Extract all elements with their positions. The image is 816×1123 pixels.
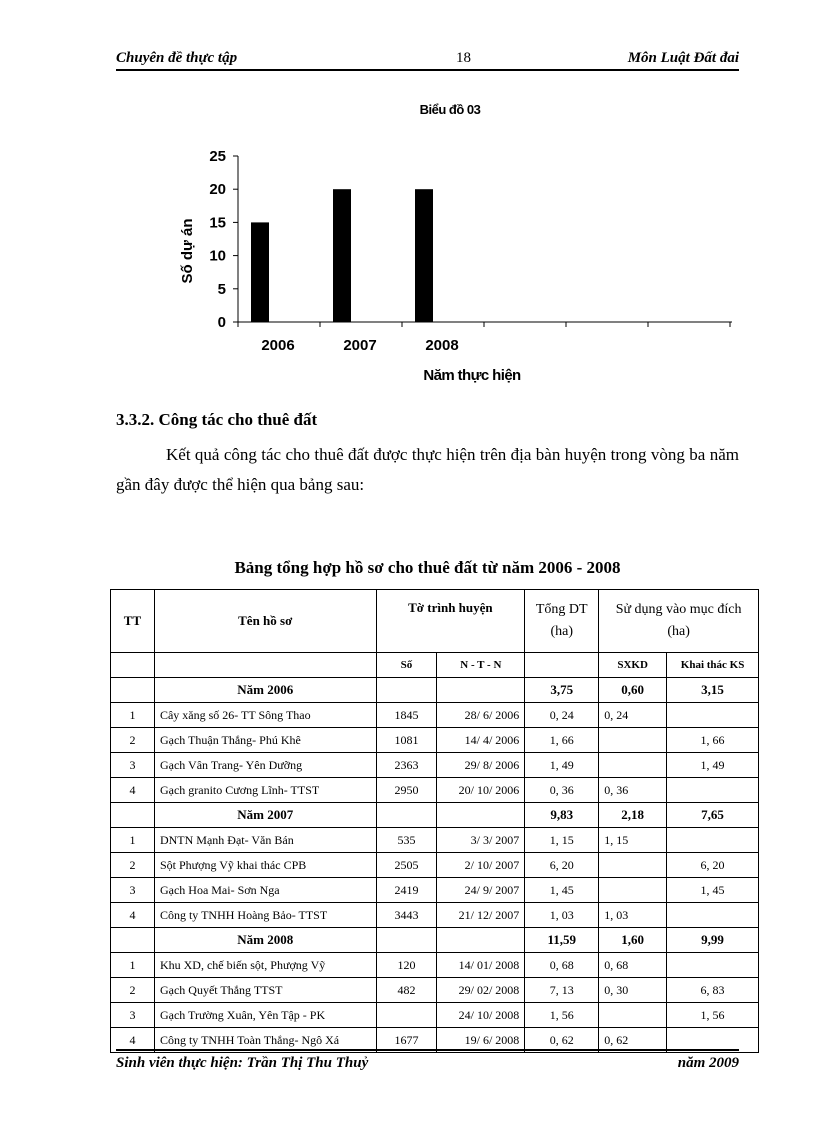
row-name: Gạch Trường Xuân, Yên Tập - PK: [154, 1003, 376, 1028]
land-lease-table: [110, 589, 759, 1053]
footer-divider: [116, 1049, 739, 1051]
row-ks: [667, 903, 759, 928]
row-tt: 1: [111, 703, 155, 728]
row-so: 2505: [376, 853, 437, 878]
row-so: 535: [376, 828, 437, 853]
row-date: 29/ 8/ 2006: [437, 753, 525, 778]
row-sxkd: 0, 30: [599, 978, 667, 1003]
footer-author: Sinh viên thực hiện: Trần Thị Thu Thuỷ: [116, 1055, 369, 1071]
row-tt: 2: [111, 978, 155, 1003]
y-tick-label: 25: [209, 148, 226, 165]
row-date: 19/ 6/ 2008: [437, 1028, 525, 1053]
header-tong-dt: Tổng DT (ha): [525, 590, 599, 653]
row-dt: 0, 62: [525, 1028, 599, 1053]
y-axis-title: Số dự án: [179, 218, 196, 284]
header-empty: [111, 653, 155, 678]
empty-cell: [376, 803, 437, 828]
chart-title: Biểu đồ 03: [419, 102, 481, 117]
empty-cell: [111, 678, 155, 703]
row-tt: 1: [111, 953, 155, 978]
row-so: 482: [376, 978, 437, 1003]
row-so: 120: [376, 953, 437, 978]
header-tt: TT: [111, 590, 155, 653]
group-total: 9,83: [525, 803, 599, 828]
row-date: 20/ 10/ 2006: [437, 778, 525, 803]
group-total: 11,59: [525, 928, 599, 953]
row-tt: 3: [111, 753, 155, 778]
bar: [251, 222, 269, 322]
table-row: [111, 853, 759, 878]
table-row: [111, 878, 759, 903]
header-right: Môn Luật Đất đai: [627, 50, 739, 66]
row-so: 3443: [376, 903, 437, 928]
row-name: Khu XD, chế biến sột, Phượng Vỹ: [154, 953, 376, 978]
table-row: [111, 828, 759, 853]
section-heading: 3.3.2. Công tác cho thuê đất: [116, 410, 318, 429]
row-dt: 0, 24: [525, 703, 599, 728]
group-total: 3,75: [525, 678, 599, 703]
table-row: [111, 978, 759, 1003]
table-row: [111, 778, 759, 803]
row-so: 1081: [376, 728, 437, 753]
row-name: Gạch Hoa Mai- Sơn Nga: [154, 878, 376, 903]
row-date: 14/ 4/ 2006: [437, 728, 525, 753]
group-sxkd: 0,60: [599, 678, 667, 703]
row-ks: [667, 953, 759, 978]
row-date: 3/ 3/ 2007: [437, 828, 525, 853]
page-header: [116, 48, 739, 70]
row-name: DNTN Mạnh Đạt- Văn Bán: [154, 828, 376, 853]
row-tt: 4: [111, 903, 155, 928]
table-row: [111, 703, 759, 728]
row-sxkd: 0, 62: [599, 1028, 667, 1053]
row-dt: 1, 15: [525, 828, 599, 853]
table-row: [111, 903, 759, 928]
row-ks: 6, 20: [667, 853, 759, 878]
header-empty: [154, 653, 376, 678]
row-name: Gạch Thuận Thắng- Phú Khê: [154, 728, 376, 753]
row-so: [376, 1003, 437, 1028]
row-tt: 4: [111, 1028, 155, 1053]
header-divider: [116, 69, 739, 71]
row-ks: [667, 703, 759, 728]
empty-cell: [376, 678, 437, 703]
row-date: 14/ 01/ 2008: [437, 953, 525, 978]
row-sxkd: 0, 36: [599, 778, 667, 803]
header-sxkd: SXKD: [599, 653, 667, 678]
bar: [415, 189, 433, 322]
row-sxkd: 1, 15: [599, 828, 667, 853]
row-ks: [667, 828, 759, 853]
row-so: 1677: [376, 1028, 437, 1053]
bar-chart: [160, 140, 750, 390]
empty-cell: [376, 928, 437, 953]
row-sxkd: [599, 853, 667, 878]
row-date: 24/ 10/ 2008: [437, 1003, 525, 1028]
header-ntn: N - T - N: [437, 653, 525, 678]
row-ks: [667, 778, 759, 803]
year-group-row: [111, 803, 759, 828]
row-tt: 2: [111, 853, 155, 878]
row-date: 21/ 12/ 2007: [437, 903, 525, 928]
row-dt: 6, 20: [525, 853, 599, 878]
table-title: Bảng tổng hợp hồ sơ cho thuê đất từ năm 2006 - 2008: [234, 558, 621, 577]
row-ks: 1, 66: [667, 728, 759, 753]
group-year: Năm 2008: [154, 928, 376, 953]
empty-cell: [437, 803, 525, 828]
row-dt: 0, 68: [525, 953, 599, 978]
row-dt: 0, 36: [525, 778, 599, 803]
row-name: Gạch Quyết Thắng TTST: [154, 978, 376, 1003]
group-ks: 7,65: [667, 803, 759, 828]
row-date: 24/ 9/ 2007: [437, 878, 525, 903]
empty-cell: [437, 678, 525, 703]
header-empty: [525, 653, 599, 678]
year-group-row: [111, 928, 759, 953]
row-date: 2/ 10/ 2007: [437, 853, 525, 878]
x-axis-title: Năm thực hiện: [423, 367, 521, 384]
row-dt: 1, 49: [525, 753, 599, 778]
y-tick-label: 15: [209, 214, 226, 232]
group-year: Năm 2007: [154, 803, 376, 828]
empty-cell: [437, 928, 525, 953]
row-dt: 1, 45: [525, 878, 599, 903]
row-ks: 1, 49: [667, 753, 759, 778]
row-sxkd: [599, 728, 667, 753]
year-group-row: [111, 678, 759, 703]
row-date: 28/ 6/ 2006: [437, 703, 525, 728]
row-tt: 4: [111, 778, 155, 803]
row-sxkd: 0, 24: [599, 703, 667, 728]
page-number: 18: [456, 50, 471, 66]
row-ks: 6, 83: [667, 978, 759, 1003]
row-tt: 3: [111, 1003, 155, 1028]
row-dt: 1, 56: [525, 1003, 599, 1028]
row-tt: 2: [111, 728, 155, 753]
x-tick-label: 2007: [343, 337, 377, 354]
row-name: Công ty TNHH Hoàng Bảo- TTST: [154, 903, 376, 928]
group-sxkd: 2,18: [599, 803, 667, 828]
header-so: Số: [376, 653, 437, 678]
group-year: Năm 2006: [154, 678, 376, 703]
row-sxkd: [599, 1003, 667, 1028]
page-footer: [116, 1055, 739, 1072]
group-ks: 3,15: [667, 678, 759, 703]
header-left: Chuyên đề thực tập: [116, 50, 238, 66]
y-tick-label: 0: [217, 314, 226, 331]
header-to-trinh: Tờ trình huyện: [376, 590, 525, 653]
row-dt: 7, 13: [525, 978, 599, 1003]
empty-cell: [111, 803, 155, 828]
row-so: 2419: [376, 878, 437, 903]
header-name: Tên hồ sơ: [154, 590, 376, 653]
row-sxkd: 0, 68: [599, 953, 667, 978]
row-tt: 1: [111, 828, 155, 853]
row-dt: 1, 03: [525, 903, 599, 928]
table-row: [111, 728, 759, 753]
row-name: Công ty TNHH Toàn Thắng- Ngô Xá: [154, 1028, 376, 1053]
row-ks: 1, 56: [667, 1003, 759, 1028]
row-sxkd: 1, 03: [599, 903, 667, 928]
row-so: 1845: [376, 703, 437, 728]
row-so: 2363: [376, 753, 437, 778]
header-su-dung: Sử dụng vào mục đích (ha): [599, 590, 759, 653]
y-tick-label: 5: [217, 280, 226, 298]
group-sxkd: 1,60: [599, 928, 667, 953]
row-name: Cây xăng số 26- TT Sông Thao: [154, 703, 376, 728]
row-name: Gạch Vân Trang- Yên Dưỡng: [154, 753, 376, 778]
table-row: [111, 753, 759, 778]
x-tick-label: 2008: [425, 337, 459, 354]
x-tick-label: 2006: [261, 337, 295, 354]
empty-cell: [111, 928, 155, 953]
row-name: Sột Phượng Vỹ khai thác CPB: [154, 853, 376, 878]
bar: [333, 189, 351, 322]
row-date: 29/ 02/ 2008: [437, 978, 525, 1003]
row-dt: 1, 66: [525, 728, 599, 753]
row-sxkd: [599, 878, 667, 903]
row-name: Gạch granito Cương Lĩnh- TTST: [154, 778, 376, 803]
row-ks: 1, 45: [667, 878, 759, 903]
row-so: 2950: [376, 778, 437, 803]
y-tick-label: 10: [209, 247, 226, 265]
footer-year: năm 2009: [677, 1055, 739, 1071]
table-row: [111, 1003, 759, 1028]
row-tt: 3: [111, 878, 155, 903]
section-paragraph: Kết quả công tác cho thuê đất được thực hiện trên địa bàn huyện trong vòng ba năm gần đây được thể hiện qua bảng sau:: [116, 445, 739, 494]
header-khai-thac: Khai thác KS: [667, 653, 759, 678]
group-ks: 9,99: [667, 928, 759, 953]
y-tick-label: 20: [209, 181, 226, 199]
table-row: [111, 953, 759, 978]
row-sxkd: [599, 753, 667, 778]
